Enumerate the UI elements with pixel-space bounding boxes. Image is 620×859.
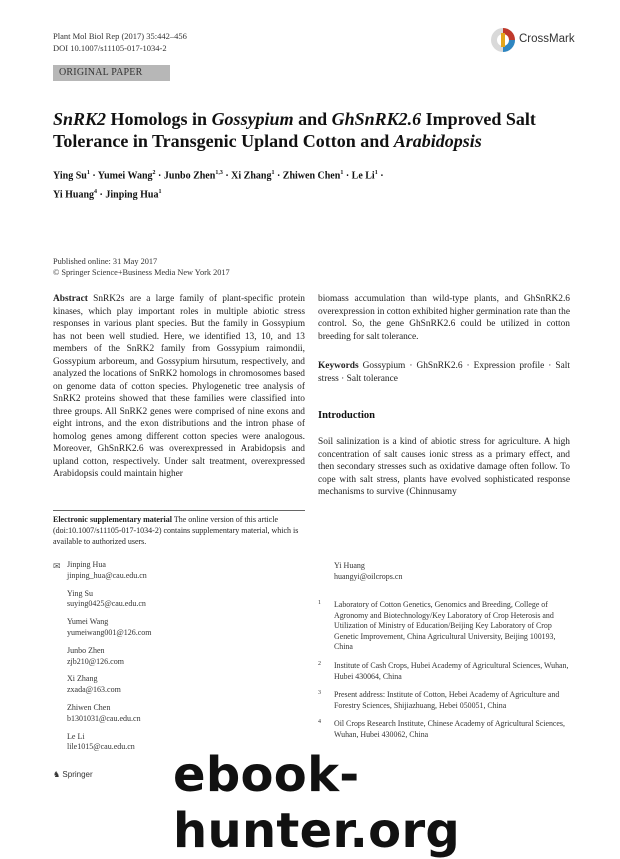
author-name[interactable]: Yi Huang xyxy=(53,189,95,201)
section-label: ORIGINAL PAPER xyxy=(53,65,170,81)
contact-entry xyxy=(53,703,151,725)
contact-name: Le Li xyxy=(67,731,85,741)
title-part: and xyxy=(293,109,332,129)
author-affil: 1 xyxy=(374,170,378,176)
affiliation-list xyxy=(318,600,573,749)
affiliation xyxy=(318,690,573,711)
abstract-right: biomass accumulation than wild-type plants, and GhSnRK2.6 overexpression in cotton exhibited higher germination rate than the control. So, the gene GhSnRK2.6 could be utilized in cotton breeding for salt tolerance. xyxy=(318,294,571,342)
author-name[interactable]: Xi Zhang xyxy=(231,170,272,182)
contact-entry-right xyxy=(334,561,402,583)
contact-email[interactable]: zjb210@126.com xyxy=(67,656,124,666)
journal-header xyxy=(53,30,187,54)
author-list: Ying $Su^1$ · Yumei Wang$^2$ · Junbo Zhen$^{1,3}$ · Xi Zhang$^1$ · Zhiwen Chen$^1$ · Le $Li^1$ · Yi Huang$^4$ · Jinping Hua$^1$ xyxy=(53,170,384,201)
author-affil: 2 xyxy=(152,170,156,176)
introduction-heading: Introduction xyxy=(318,410,375,421)
contact-name: Junbo Zhen xyxy=(67,645,105,655)
affiliation-number: 2 xyxy=(318,660,321,667)
keywords xyxy=(318,360,570,385)
title-part: Arabidopsis xyxy=(393,131,482,151)
title-part: GhSnRK2.6 xyxy=(331,109,422,129)
contact-email[interactable]: jinping_hua@cau.edu.cn xyxy=(67,570,147,580)
affiliation-number: 4 xyxy=(318,719,321,726)
author-name[interactable]: Ying Su xyxy=(53,170,87,182)
abstract-left xyxy=(53,293,305,481)
affiliation-number: 1 xyxy=(318,600,321,606)
footnote-divider xyxy=(53,510,305,511)
contact-name: Xi Zhang xyxy=(67,674,98,684)
esm-heading: Electronic supplementary material xyxy=(53,515,172,524)
copyright: © Springer Science+Business Media New York 2017 xyxy=(53,268,230,277)
crossmark-badge[interactable] xyxy=(490,26,588,54)
contact-entry xyxy=(53,589,151,611)
affiliation xyxy=(318,661,573,682)
affiliation xyxy=(318,600,573,653)
author-name[interactable]: Le Li xyxy=(351,170,375,182)
author-name[interactable]: Junbo Zhen xyxy=(163,170,216,182)
contact-name: Yumei Wang xyxy=(67,617,109,627)
published-date: Published online: 31 May 2017 xyxy=(53,257,158,266)
contact-name: Jinping Hua xyxy=(67,560,106,569)
abstract-text: SnRK2s are a large family of plant-specific protein kinases, which play important roles in multiple abiotic stress responses in various plant species. But the family in Gossypium has not been well studied. Here, we identified 13, 10, and 13 members of the SnRK2 family from Gossypium raimondii, Gossypium arboreum, and Gossypium hirsutum, respectively, and analyzed the locations of SnRK2 homologs in chromosomes based on genome data of cotton species. Phylogenetic tree analysis of SnRK2 proteins showed that these families were classified into three groups. All SnRK2 genes were comprised of nine exons and eight introns, and the exon distributions and the intron phase of homolog genes among different cotton species were analogous. Moreover, GhSnRK2.6 was overexpressed in Arabidopsis and upland cotton, respectively. Under salt treatment, overexpressed Arabidopsis could maintain higher xyxy=(53,294,305,479)
publication-info xyxy=(53,256,230,278)
title-part: Homologs in xyxy=(106,109,212,129)
keywords-heading: Keywords xyxy=(318,361,359,371)
keywords-text: Gossypium · GhSnRK2.6 · Expression profile · Salt stress · Salt tolerance xyxy=(318,361,570,384)
author-affil: 4 xyxy=(94,189,98,196)
author-name[interactable]: Jinping Hua xyxy=(105,189,159,201)
contact-entry xyxy=(53,732,151,754)
affiliation xyxy=(318,719,573,740)
author-affil: 1 xyxy=(86,170,90,176)
author-affil: 1,3 xyxy=(215,170,223,176)
title-part: Gossypium xyxy=(211,109,294,129)
doi: DOI 10.1007/s11105-017-1034-2 xyxy=(53,43,167,53)
esm-text: The online version of this article (doi:10.1007/s11105-017-1034-2) contains supplementary material, which is available to authorized users. xyxy=(53,515,299,546)
contact-email[interactable]: lile1015@cau.edu.cn xyxy=(67,742,135,752)
title-part: SnRK2 xyxy=(53,109,107,129)
watermark: ebook-hunter.org xyxy=(173,747,461,859)
affiliation-text: Oil Crops Research Institute, Chinese Academy of Agricultural Sciences, Wuhan, Hubei 430062, China xyxy=(334,719,565,739)
contact-email[interactable]: suying0425@cau.edu.cn xyxy=(67,599,146,609)
contact-entry xyxy=(53,560,151,582)
contact-name: Yi Huang xyxy=(334,561,365,570)
journal-citation: Plant Mol Biol Rep (2017) 35:442–456 xyxy=(53,31,187,41)
crossmark-icon xyxy=(490,27,516,53)
affiliation-text: Laboratory of Cotton Genetics, Genomics and Breeding, College of Agronomy and Biotechnology/Key Laboratory of Crop Heterosis and Utilization of Ministry of Education/Beijing Key Laboratory of Crop Genetic Improvement, China Agricultural University, Beijing 100193, China xyxy=(334,600,556,652)
contact-email[interactable]: huangyi@oilcrops.cn xyxy=(334,571,403,581)
abstract-heading: Abstract xyxy=(53,294,88,304)
envelope-icon: ✉ xyxy=(53,561,61,571)
supplementary-note xyxy=(53,514,305,547)
contact-name: Ying Su xyxy=(67,588,94,598)
author-name[interactable]: Yumei Wang xyxy=(97,170,153,182)
contact-email[interactable]: b1301031@cau.edu.cn xyxy=(67,713,141,723)
introduction-text: Soil salinization is a kind of abiotic stress for agriculture. A high concentration of salt causes ionic stress as a primary effect, and then secondary stresses such as oxidative damage often follow. To cope with salt stress, plants have evolved sophisticated response mechanisms to survive (Chinnusamy xyxy=(318,437,570,497)
contact-list xyxy=(53,560,151,760)
author-affil: 1 xyxy=(340,170,344,176)
crossmark-label: CrossMark xyxy=(519,33,575,45)
contact-name: Zhiwen Chen xyxy=(67,702,111,712)
author-name[interactable]: Zhiwen Chen xyxy=(282,170,341,182)
contact-email[interactable]: zxada@163.com xyxy=(67,685,121,695)
contact-entry xyxy=(53,646,151,668)
affiliation-text: Present address: Institute of Cotton, Hebei Academy of Agriculture and Forestry Sciences, Shijiazhuang, Hebei 050051, China xyxy=(334,690,560,710)
affiliation-text: Institute of Cash Crops, Hubei Academy of Agricultural Sciences, Wuhan, Hubei 430064, China xyxy=(334,660,569,681)
author-affil: 1 xyxy=(158,189,162,196)
contact-email[interactable]: yumeiwang001@126.com xyxy=(67,627,152,637)
title-part: Tolerance in Transgenic Upland Cotton and xyxy=(53,131,394,151)
publisher-name: Springer xyxy=(62,770,93,779)
contact-entry xyxy=(53,674,151,696)
publisher-logo xyxy=(53,770,93,779)
title-part: Improved Salt xyxy=(421,109,536,129)
contact-entry xyxy=(53,617,151,639)
springer-horse-icon: ♞ xyxy=(53,770,61,779)
author-affil: 1 xyxy=(271,170,275,176)
paper-title xyxy=(53,108,573,152)
affiliation-number: 3 xyxy=(318,690,321,697)
